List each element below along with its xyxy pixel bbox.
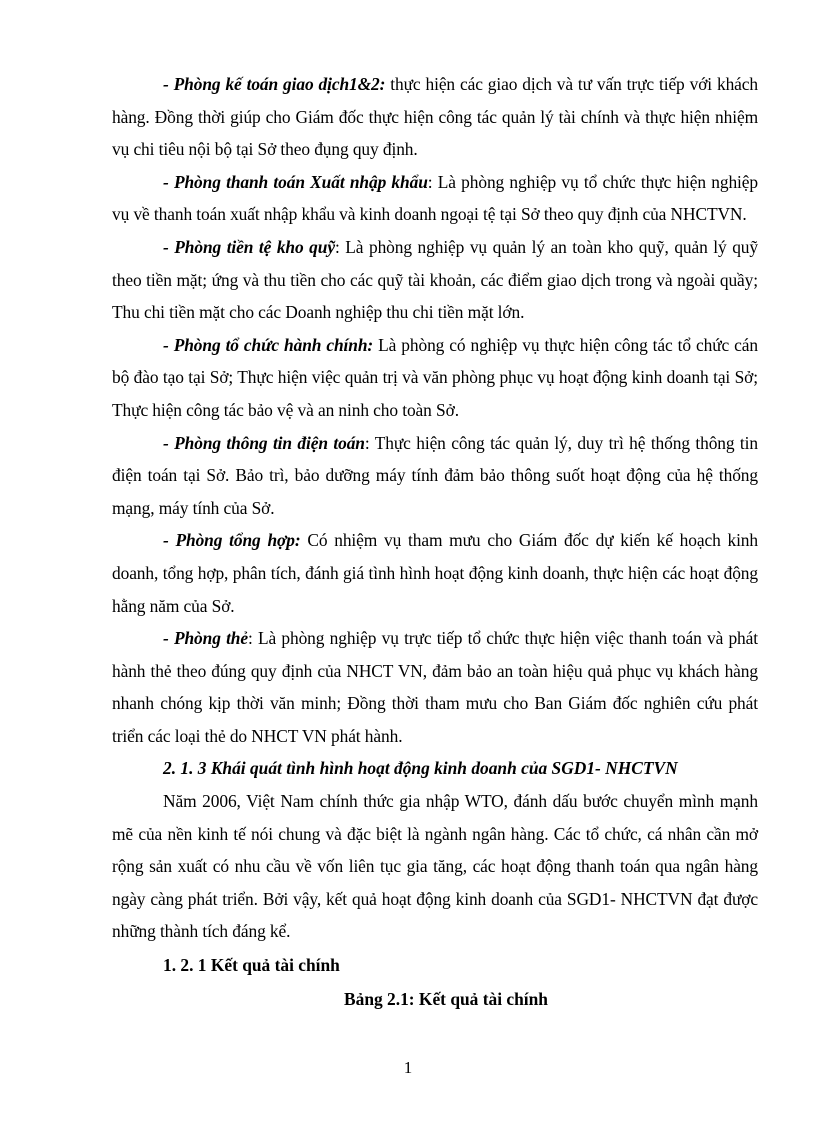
department-description: : Là phòng nghiệp vụ quản lý an toàn kho quỹ, quản lý quỹ theo tiền mặt; ứng và thu tiền cho các quỹ tài khoản, các điểm giao dịch trong và ngoài quầy; Thu chi tiền mặt cho các Doanh nghiệp thu chi tiền mặt lớn. [112,236,758,323]
department-label: - Phòng tổng hợp: [163,530,301,551]
department-label: - Phòng thông tin điện toán [163,432,365,453]
department-label: - Phòng kế toán giao dịch1&2: [163,74,386,94]
department-paragraph [112,524,758,622]
department-paragraph [112,166,758,231]
page-content [112,68,758,1016]
department-paragraph [112,231,758,329]
department-label: - Phòng thanh toán Xuất nhập khẩu [163,171,428,192]
table-title: Bảng 2.1: Kết quả tài chính [344,989,548,1010]
department-paragraph [112,68,758,166]
department-description: : Là phòng nghiệp vụ tổ chức thực hiện nghiệp vụ về thanh toán xuất nhập khẩu và kinh doanh ngoại tệ tại Sở theo quy định của NHCTVN. [112,171,758,225]
department-description: Có nhiệm vụ tham mưu cho Giám đốc dự kiến kế hoạch kinh doanh, tổng hợp, phân tích, đánh giá tình hình hoạt động kinh doanh, thực hiện các hoạt động hằng năm của Sở. [112,530,758,616]
section-paragraph: Năm 2006, Việt Nam chính thức gia nhập WTO, đánh dấu bước chuyển mình mạnh mẽ của nền kinh tế nói chung và đặc biệt là ngành ngân hàng. Các tổ chức, cá nhân cần mở rộng sản xuất có nhu cầu về vốn liên tục gia tăng, các hoạt động thanh toán qua ngân hàng ngày càng phát triển. Bởi vậy, kết quả hoạt động kinh doanh của SGD1- NHCTVN đạt được những thành tích đáng kể. [112,791,758,942]
department-description: thực hiện các giao dịch và tư vấn trực tiếp với khách hàng. Đồng thời giúp cho Giám đốc thực hiện công tác quản lý tài chính và thực hiện nhiệm vụ chi tiêu nội bộ tại Sở theo đụng quy định. [112,74,758,160]
department-description: : Thực hiện công tác quản lý, duy trì hệ thống thông tin điện toán tại Sở. Bảo trì, bảo dưỡng máy tính đảm bảo thông suốt hoạt động của hệ thống mạng, máy tính của Sở. [112,432,758,518]
department-label: - Phòng tiền tệ kho quỹ [163,236,335,257]
department-description: : Là phòng nghiệp vụ trực tiếp tổ chức thực hiện việc thanh toán và phát hành thẻ theo đúng quy định của NHCT VN, đảm bảo an toàn hiệu quả phục vụ khách hàng nhanh chóng kịp thời văn minh; Đồng thời tham mưu cho Ban Giám đốc nghiên cứu phát triển các loại thẻ do NHCT VN phát hành. [112,628,759,746]
department-paragraph [112,427,758,525]
page-number: 1 [403,1058,413,1077]
department-paragraph [112,622,758,752]
department-label: - Phòng thẻ [163,628,248,649]
department-description: Là phòng có nghiệp vụ thực hiện công tác tổ chức cán bộ đào tạo tại Sở; Thực hiện việc quản trị và văn phòng phục vụ hoạt động kinh doanh tại Sở; Thực hiện công tác bảo vệ và an ninh cho toàn Sở. [112,334,759,420]
section-heading: 2. 1. 3 Khái quát tình hình hoạt động kinh doanh của SGD1- NHCTVN [163,758,678,779]
department-label: - Phòng tổ chức hành chính: [163,334,374,355]
subsection-heading: 1. 2. 1 Kết quả tài chính [163,955,340,976]
department-paragraph [112,329,758,427]
